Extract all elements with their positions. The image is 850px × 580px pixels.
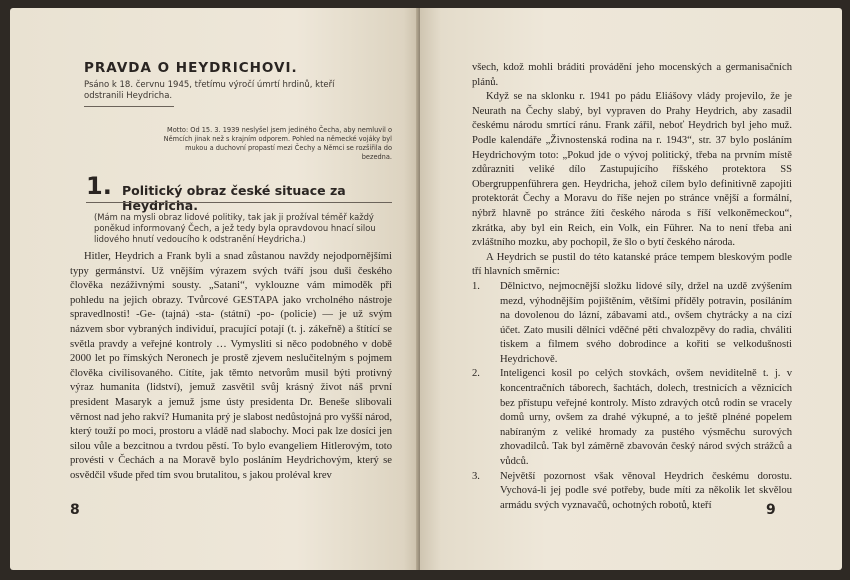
body-paragraph: všech, kdož mohli bráditi provádění jeho mocenských a germanisačních plánů.: [472, 62, 792, 88]
list-item: [472, 470, 792, 514]
body-paragraph: Hitler, Heydrich a Frank byli a snad zůstanou navždy nejodpornějšími typy germánství. Už vnějším výrazem svých tváří jsou duši českého člověka nezáživnými sousty. „Satani“, vyklouzne vám mimoděk při pohledu na jejich obrazy. Tvůrcové GESTAPA jako vrcholného nástroje spravedlnosti! -Ge- (tajná) -sta- (státní) -po- (policie) — je už svým názvem sbor vybraných individuí, pracující potají (t. j. zákeřně) a štítící se světla pravdy a veřejné kontroly … Vymysliti si něco podobného v době 2000 let po římských Neronech je prostě zjevem neslučitelným s pojmem člověka civilisovaného. Cítíte, jak těmto netvorům musil býti protivný výraz humanita (lidství), jemuž zasvětil svůj krásný život náš první president Masaryk a jemuž jsme ústy presidenta Dr. Beneše slibovali věrnost nad jeho rakví? Humanita prý je slabost nedůstojná pro vyšší národ, který touží po moci, prostoru a vládě nad slabochy. Moci pak lze dosíci jen silou vůle a bezcitnou a tvrdou pěstí. To bylo evangeliem Hitlerovým, toto provésti v Čechách a na Moravě bylo posláním Heydrichovým, který se osvědčil všude před tím svou brutalitou, s jakou proléval krev: [70, 251, 392, 481]
body-paragraph: A Heydrich se pustil do této katanské práce tempem bleskovým podle tří hlavních směrnic:: [472, 251, 792, 278]
list-item-text: Největší pozornost však věnoval Heydrich českému dorostu. Vychová-li jej podle své potřeby, bude míti za několik let skvělou armádu svých vyznavačů, ochotných robotů, kteří: [500, 470, 792, 511]
left-page: [10, 8, 420, 570]
title-divider: [84, 106, 174, 107]
chapter-number: 1.: [86, 172, 112, 200]
chapter-title: Politický obraz české situace za Heydricha.: [122, 183, 346, 213]
list-item-number: 1.: [472, 280, 480, 292]
article-title: PRAVDA O HEYDRICHOVI.: [84, 60, 298, 76]
list-item-number: 3.: [472, 470, 480, 482]
article-subtitle: Psáno k 18. červnu 1945, třetímu výročí úmrtí hrdinů, kteří odstranili Heydricha.: [84, 80, 335, 101]
motto: Motto: Od 15. 3. 1939 neslyšel jsem jediného Čecha, aby nemluvil o Němcích jinak než s krajním odporem. Pohled na německé vojáky byl mukou a duchovní propastí mezi Čechy a Němci se rozšířila do bezedna.: [163, 126, 392, 161]
right-page: [420, 8, 842, 570]
body-paragraph: Když se na sklonku r. 1941 po pádu Eliášovy vlády projevilo, že je Neurath na Čechy slabý, byl vypraven do Prahy Heydrich, aby zasadil českému národu smrtící ránu. Frank zářil, neboť Heydrich byl jeho muž. Podle kalendáře „Živnostenská rodina na r. 1943“, str. 37 bylo posláním Heydrichovým toto: „Pokud jde o vývoj politický, třeba na prvním místě zdůrazniti veliké dílo Zastupujícího říšského protektora SS Obergruppenführera gen. Heydricha, jehož cílem bylo definitivně zapojiti protektorát Čechy a Moravu do říše nejen po stránce vnější a formální, nýbrž hlavně po stránce žíti českého národa s říší velkoněmeckou“, zkrátka, aby byl ein Reich, ein Volk, ein Führer. Na to není třeba ani zvláštního mozku, aby pochopil, že šlo o bytí českého národa.: [472, 91, 792, 249]
list-item: [472, 367, 792, 469]
chapter-divider: [86, 202, 392, 203]
list-item: [472, 280, 792, 368]
left-body-text: [70, 250, 392, 484]
page-number-right: 9: [766, 502, 776, 518]
list-item-text: Dělnictvo, nejmocnější složku lidové síly, držel na uzdě zvýšením mezd, výhodnějším pojištěním, většími příděly potravin, posíláním na dovolenou do lázní, zábavami atd., ovšem chytrácky a na cizí účet. Zato musili dělníci vděčné pěti chvalozpěvy do radia, chváliti tiskem a filmem svého dobrodince a kořiti se velkodušnosti Heydrichově.: [500, 280, 792, 365]
right-body-text: [472, 61, 792, 513]
chapter-note: (Mám na mysli obraz lidové politiky, tak jak ji prožíval téměř každý poněkud informovaný Čech, a jež tedy byla opravdovou hnací silou lidového hnutí vedoucího k odstranění Heydricha.): [94, 212, 376, 244]
list-item-text: Inteligenci kosil po celých stovkách, ovšem neviditelně t. j. v koncentračních táborech, šachtách, dolech, trestnicích a věznicích bez přístupu veřejné kontroly. Místo zdravých otců rodin se vracely domů urny, ovšem za drahé výkupné, a to ještě plnéné popelem nabíraným z veliké hromady za pustého výsměchu surových zhovadilců. Tak byl záměrně zbavován český národ svých strážců a vůdců.: [500, 368, 792, 468]
list-item-number: 2.: [472, 368, 480, 380]
page-number-left: 8: [70, 502, 80, 518]
